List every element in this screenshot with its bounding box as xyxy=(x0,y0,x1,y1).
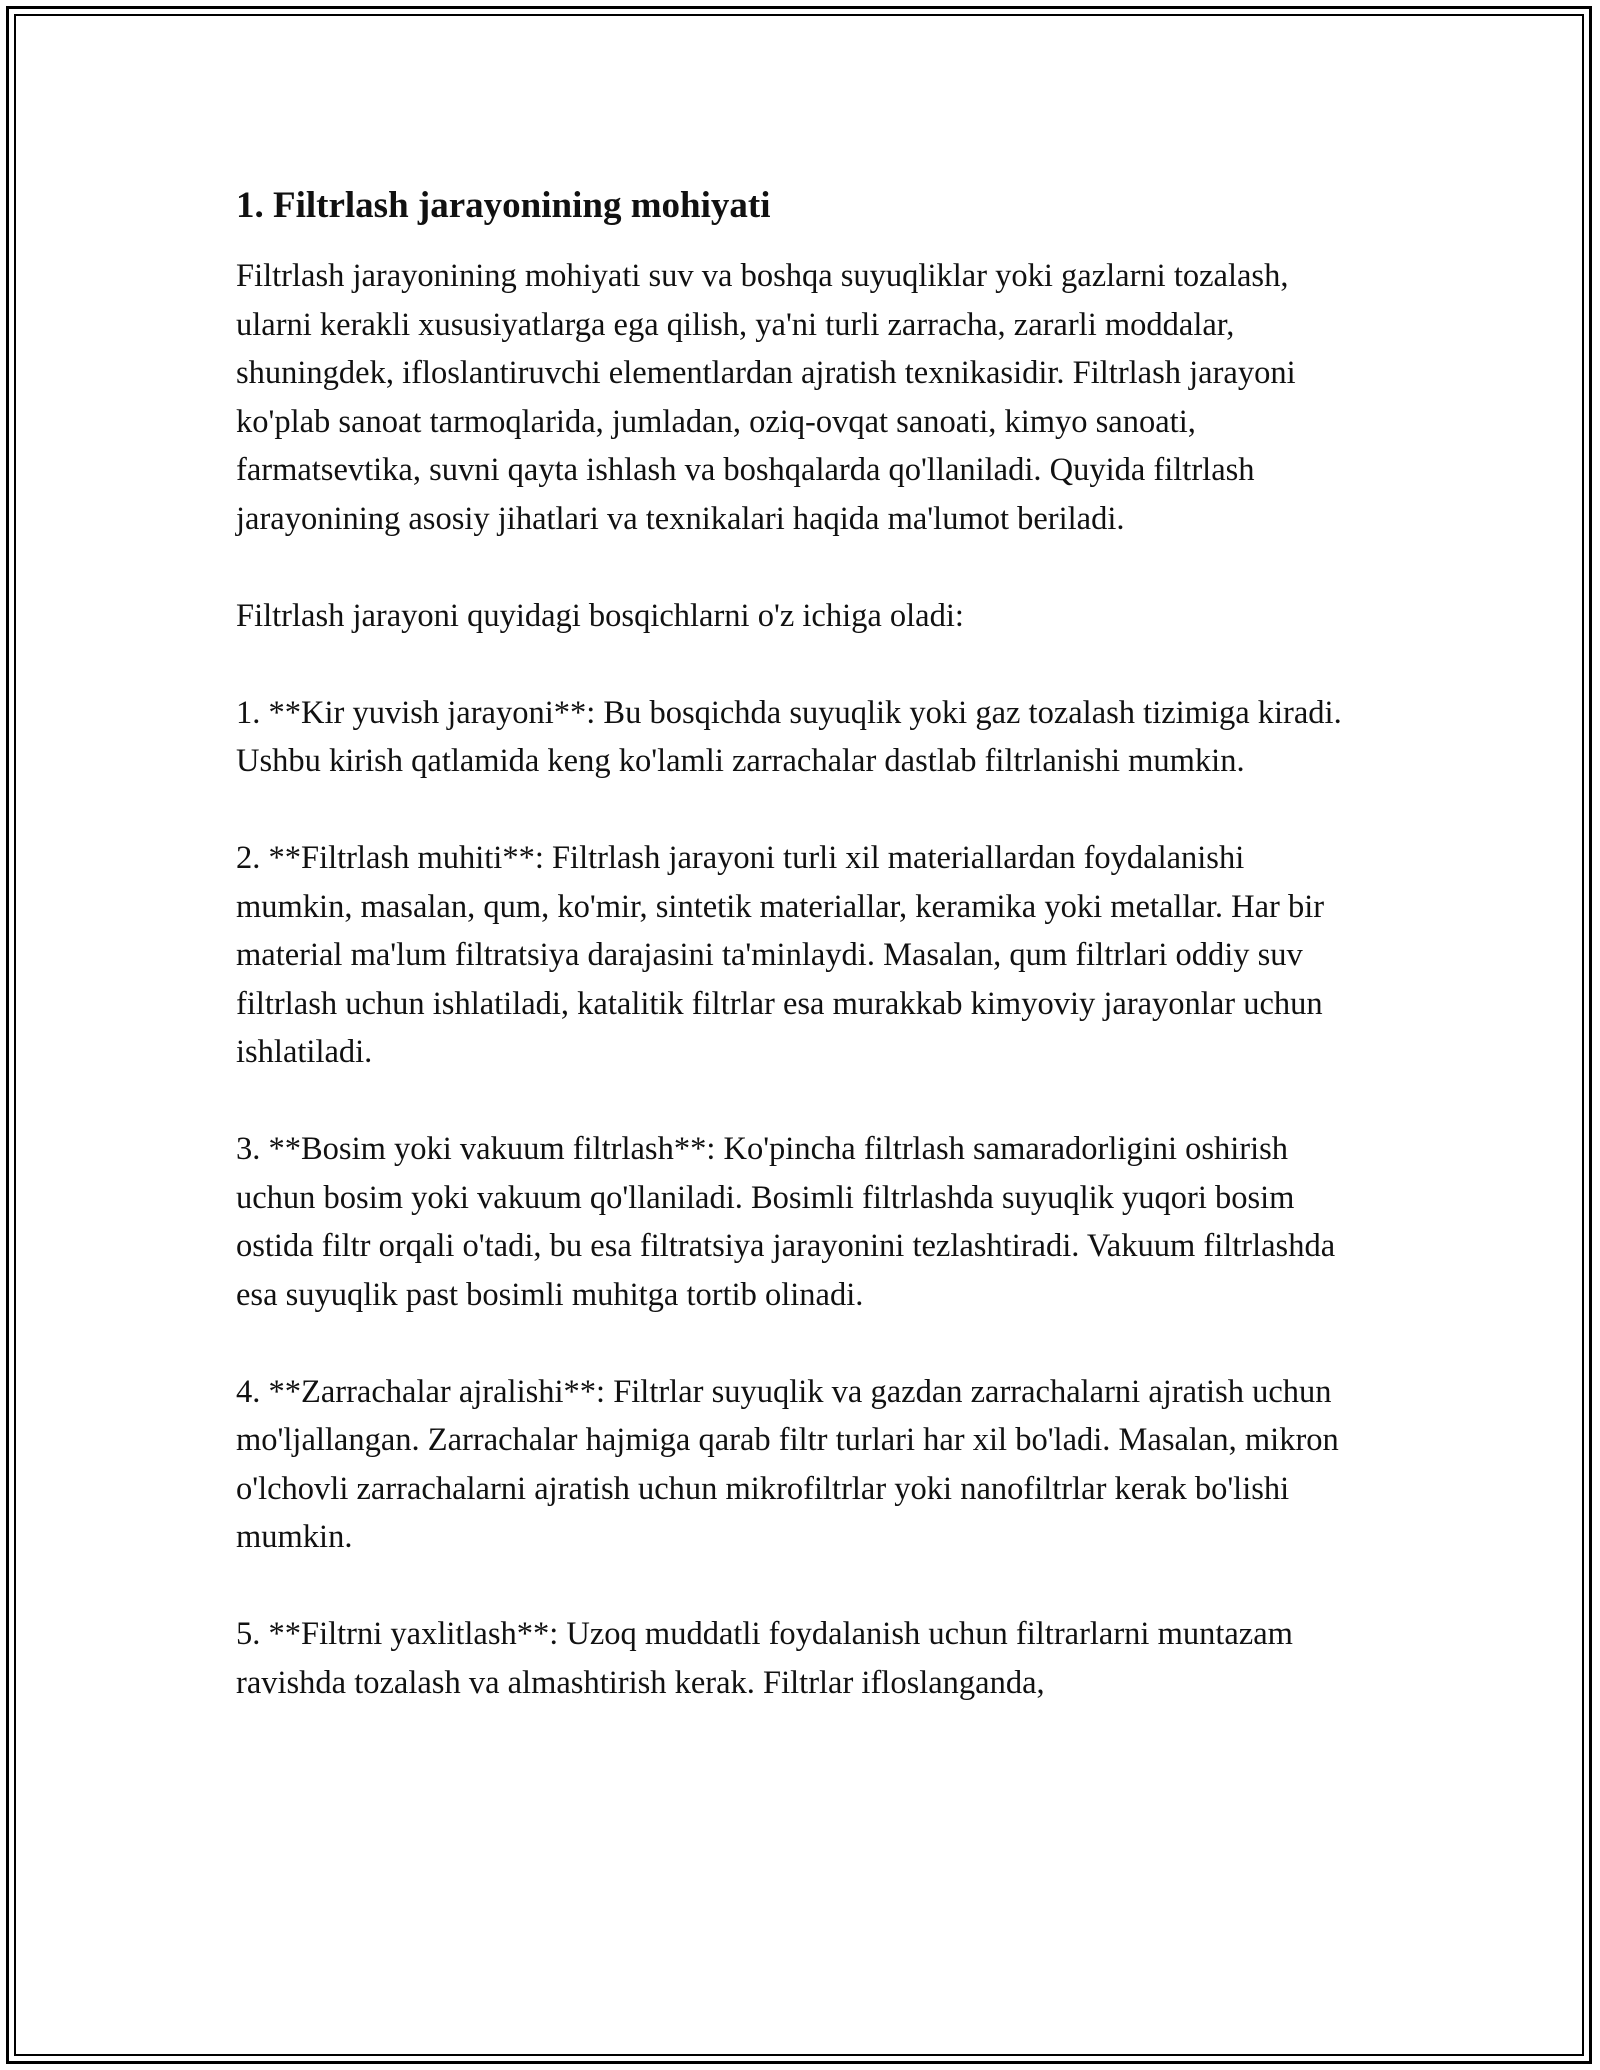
stage-3-paragraph: 3. **Bosim yoki vakuum filtrlash**: Ko'pincha filtrlash samaradorligini oshirish uchun bosim yoki vakuum qo'llaniladi. Bosimli filtrlashda suyuqlik yuqori bosim ostida filtr orqali o'tadi, bu esa filtratsiya jarayonini tezlashtiradi. Vakuum filtrlashda esa suyuqlik past bosimli muhitga tortib olinadi. xyxy=(236,1131,1336,1313)
stage-5-paragraph: 5. **Filtrni yaxlitlash**: Uzoq muddatli foydalanish uchun filtrarlarni muntazam ravishda tozalash va almashtirish kerak. Filtrlar ifloslanganda, xyxy=(236,1616,1293,1701)
stage-1-paragraph: 1. **Kir yuvish jarayoni**: Bu bosqichda suyuqlik yoki gaz tozalash tizimiga kiradi. Ushbu kirish qatlamida keng ko'lamli zarrachalar dastlab filtrlanishi mumkin. xyxy=(236,694,1342,779)
section-heading: 1. Filtrlash jarayonining mohiyati xyxy=(236,185,771,226)
stage-4-paragraph: 4. **Zarrachalar ajralishi**: Filtrlar suyuqlik va gazdan zarrachalarni ajratish uchun mo'ljallangan. Zarrachalar hajmiga qarab filtr turlari har xil bo'ladi. Masalan, mikron o'lchovli zarrachalarni ajratish uchun mikrofiltrlar yoki nanofiltrlar kerak bo'lishi mumkin. xyxy=(236,1373,1339,1555)
stage-2-paragraph: 2. **Filtrlash muhiti**: Filtrlash jarayoni turli xil materiallardan foydalanishi mumkin, masalan, qum, ko'mir, sintetik materiallar, keramika yoki metallar. Har bir material ma'lum filtratsiya darajasini ta'minlaydi. Masalan, qum filtrlari oddiy suv filtrlash uchun ishlatiladi, katalitik filtrlar esa murakkab kimyoviy jarayonlar uchun ishlatiladi. xyxy=(236,840,1325,1070)
document-body xyxy=(236,182,1366,1756)
intro-paragraph: Filtrlash jarayonining mohiyati suv va boshqa suyuqliklar yoki gazlarni tozalash, ularni kerakli xususiyatlarga ega qilish, ya'ni turli zarracha, zararli moddalar, shuningdek, ifloslantiruvchi elementlardan ajratish texnikasidir. Filtrlash jarayoni ko'plab sanoat tarmoqlarida, jumladan, oziq-ovqat sanoati, kimyo sanoati, farmatsevtika, suvni qayta ishlash va boshqalarda qo'llaniladi. Quyida filtrlash jarayonining asosiy jihatlari va texnikalari haqida ma'lumot beriladi. xyxy=(236,258,1296,537)
stages-intro-paragraph: Filtrlash jarayoni quyidagi bosqichlarni o'z ichiga oladi: xyxy=(236,597,964,634)
